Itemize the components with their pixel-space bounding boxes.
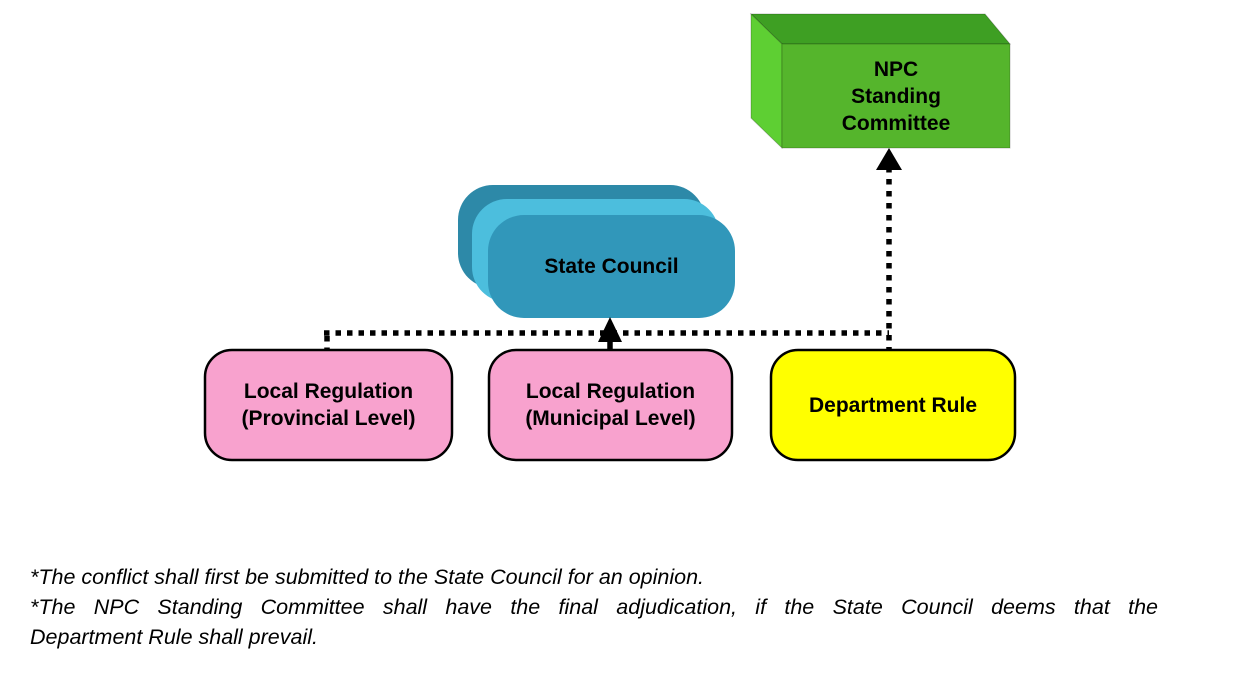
state-council-arrowhead-icon	[598, 317, 622, 342]
provincial-label-line2: (Provincial Level)	[241, 407, 416, 430]
state-council-label-text: State Council	[544, 255, 679, 278]
footnote-2	[30, 592, 1158, 652]
npc-label-line1: NPC	[873, 57, 919, 81]
department-rule-label-text: Department Rule	[808, 393, 978, 417]
npc-arrowhead-icon	[876, 148, 902, 170]
municipal-label-line2: (Municipal Level)	[525, 407, 696, 430]
footnote-1: *The conflict shall first be submitted to the State Council for an opinion.	[30, 565, 705, 589]
npc-box-top-face	[751, 14, 1010, 44]
municipal-label-line1: Local Regulation	[525, 380, 696, 403]
department-rule-box	[771, 350, 1015, 460]
npc-box-front-face	[782, 44, 1010, 148]
npc-label-line2: Standing	[851, 84, 941, 108]
footnote-2-line2: Department Rule shall prevail.	[30, 625, 318, 649]
footnote-2-line1: *The NPC Standing Committee shall have the final adjudication, if the State Council deems that the	[30, 595, 1158, 619]
npc-label-line3: Committee	[841, 111, 951, 135]
footnotes	[30, 562, 1158, 652]
municipal-regulation-box	[489, 350, 732, 460]
state-council-box-front-face	[488, 215, 735, 318]
provincial-label-line1: Local Regulation	[243, 380, 414, 403]
provincial-regulation-box	[205, 350, 452, 460]
